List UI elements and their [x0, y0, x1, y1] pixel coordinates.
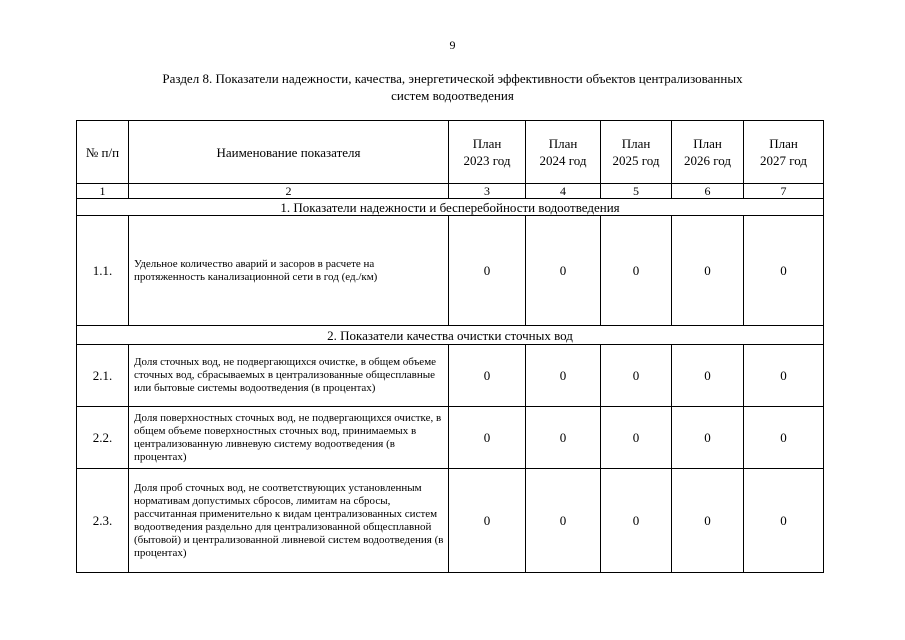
value-2026: 0	[672, 469, 744, 573]
row-number: 2.3.	[77, 469, 129, 573]
indicator-name: Удельное количество аварий и засоров в расчете на протяженность канализационной сети в год (ед./км)	[129, 216, 449, 326]
value-2023: 0	[449, 407, 526, 469]
header-plan-label: План	[769, 136, 798, 151]
header-num: № п/п	[77, 121, 129, 184]
column-number: 4	[526, 184, 601, 199]
header-plan-year: 2025 год	[612, 153, 660, 168]
value-2024: 0	[526, 345, 601, 407]
indicator-name: Доля поверхностных сточных вод, не подвергающихся очистке, в общем объеме поверхностных сточных вод, принимаемых в централизованную ливневую систему водоотведения (в процентах)	[129, 407, 449, 469]
header-plan-label: План	[693, 136, 722, 151]
value-2027: 0	[744, 407, 824, 469]
header-plan-year: 2027 год	[760, 153, 807, 168]
header-plan-label: План	[621, 136, 651, 151]
header-plan-2023	[449, 121, 526, 184]
value-2024: 0	[526, 407, 601, 469]
indicator-name: Доля сточных вод, не подвергающихся очистке, в общем объеме сточных вод, сбрасываемых в централизованные общесплавные или бытовые системы водоотведения (в процентах)	[129, 345, 449, 407]
value-2027: 0	[744, 469, 824, 573]
column-number: 5	[601, 184, 672, 199]
section-header-row	[77, 199, 824, 216]
value-2027: 0	[744, 216, 824, 326]
value-2023: 0	[449, 345, 526, 407]
section-title-line-2: систем водоотведения	[391, 88, 514, 103]
indicators-table	[76, 120, 824, 573]
section-title	[80, 70, 825, 104]
row-number: 2.1.	[77, 345, 129, 407]
indicator-name: Доля проб сточных вод, не соответствующих установленным нормативам допустимых сбросов, лимитам на сбросы, рассчитанная применительно к видам централизованных систем водоотведения раздельно для централизованной общесплавной (бытовой) и централизованной ливневой систем водоотведения (в процентах)	[129, 469, 449, 573]
column-number: 1	[77, 184, 129, 199]
header-plan-2027	[744, 121, 824, 184]
header-plan-year: 2026 год	[684, 153, 731, 168]
header-plan-2026	[672, 121, 744, 184]
value-2025: 0	[601, 216, 672, 326]
section-title-line-1: Раздел 8. Показатели надежности, качества, энергетической эффективности объектов централизованных	[162, 71, 743, 86]
table-row	[77, 407, 824, 469]
column-number: 7	[744, 184, 824, 199]
header-row	[77, 121, 824, 184]
value-2025: 0	[601, 345, 672, 407]
value-2023: 0	[449, 469, 526, 573]
value-2027: 0	[744, 345, 824, 407]
section-2-title: 2. Показатели качества очистки сточных вод	[77, 326, 824, 345]
table-row	[77, 216, 824, 326]
value-2025: 0	[601, 469, 672, 573]
value-2024: 0	[526, 469, 601, 573]
table-row	[77, 469, 824, 573]
column-number: 3	[449, 184, 526, 199]
section-header-row	[77, 326, 824, 345]
value-2026: 0	[672, 345, 744, 407]
value-2024: 0	[526, 216, 601, 326]
section-1-title: 1. Показатели надежности и бесперебойности водоотведения	[77, 199, 824, 216]
page-number: 9	[449, 38, 456, 52]
value-2023: 0	[449, 216, 526, 326]
value-2026: 0	[672, 407, 744, 469]
column-number: 2	[129, 184, 449, 199]
value-2026: 0	[672, 216, 744, 326]
row-number: 1.1.	[77, 216, 129, 326]
header-plan-label: План	[472, 136, 502, 151]
value-2025: 0	[601, 407, 672, 469]
header-name: Наименование показателя	[129, 121, 449, 184]
header-plan-label: План	[548, 136, 578, 151]
column-number: 6	[672, 184, 744, 199]
header-plan-year: 2024 год	[539, 153, 587, 168]
header-plan-year: 2023 год	[463, 153, 511, 168]
table-row	[77, 345, 824, 407]
column-number-row	[77, 184, 824, 199]
header-plan-2024	[526, 121, 601, 184]
row-number: 2.2.	[77, 407, 129, 469]
header-plan-2025	[601, 121, 672, 184]
